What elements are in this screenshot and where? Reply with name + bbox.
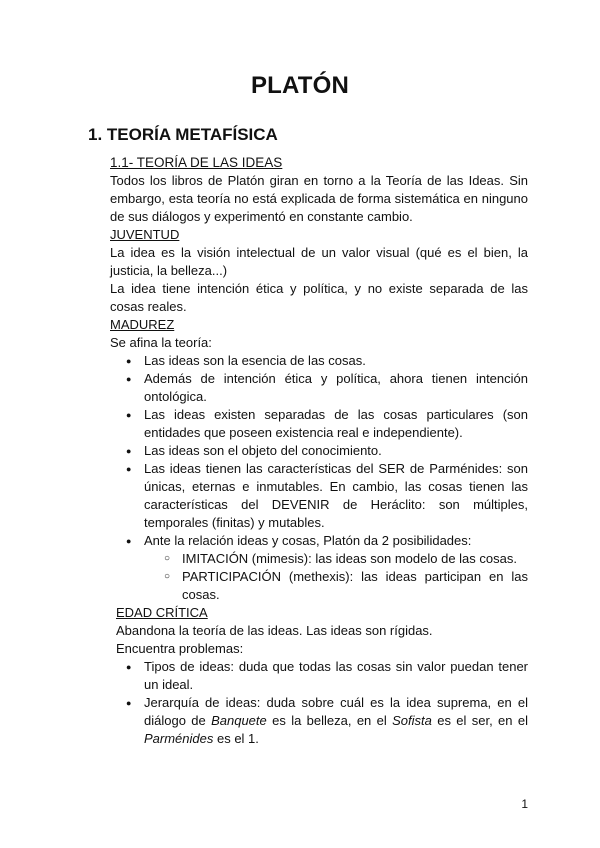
- document-body: [110, 154, 528, 748]
- page-title: PLATÓN: [250, 72, 350, 99]
- edad-critica-section: [116, 604, 528, 748]
- list-item: ● Las ideas existen separadas de las cosas particulares (son entidades que poseen existencia real e independiente).: [144, 406, 528, 442]
- list-item: [144, 694, 528, 748]
- list-item: ● Además de intención ética y política, ahora tienen intención ontológica.: [144, 370, 528, 406]
- intro-paragraph: Todos los libros de Platón giran en torno a la Teoría de las Ideas. Sin embargo, esta teoría no está explicada de forma sistemática en ninguno de sus diálogos y experimentó en constante cambio.: [110, 173, 528, 224]
- text-span: Jerarquía de ideas: duda sobre cuál es la idea suprema, en el diálogo de: [144, 695, 528, 728]
- list-item: ● Tipos de ideas: duda que todas las cosas sin valor puedan tener un ideal.: [144, 658, 528, 694]
- text-span: es el 1.: [213, 731, 259, 746]
- madurez-intro: Se afina la teoría:: [110, 335, 212, 350]
- madurez-heading: MADUREZ: [110, 317, 175, 332]
- juventud-heading: JUVENTUD: [110, 227, 180, 242]
- juventud-paragraph-2: La idea tiene intención ética y política, y no existe separada de las cosas reales.: [110, 281, 528, 314]
- list-item: ● Las ideas son la esencia de las cosas.: [144, 352, 528, 370]
- page-number: 1: [521, 797, 528, 811]
- text-span: es la belleza, en el: [266, 713, 393, 728]
- juventud-paragraph-1: La idea es la visión intelectual de un valor visual (qué es el bien, la justicia, la belleza...): [110, 245, 528, 278]
- edad-critica-bullet-list: [116, 658, 528, 748]
- italic-title: Banquete: [211, 713, 267, 728]
- edad-critica-paragraph-2: Encuentra problemas:: [116, 641, 244, 656]
- list-item: ● Las ideas son el objeto del conocimiento.: [144, 442, 528, 460]
- list-item: ● Las ideas tienen las características del SER de Parménides: son únicas, eternas e inmutables. En cambio, las cosas tienen las características del DEVENIR de Heráclito: son múltiples, temporales (finitas) y mutables.: [144, 460, 528, 532]
- edad-critica-heading: EDAD CRÍTICA: [116, 605, 208, 620]
- italic-title: Sofista: [392, 713, 432, 728]
- text-span: es el ser, en el: [431, 713, 528, 728]
- sub-list-item: ○ PARTICIPACIÓN (methexis): las ideas participan en las cosas.: [182, 568, 528, 604]
- list-item-text: Ante la relación ideas y cosas, Platón da 2 posibilidades:: [144, 533, 472, 548]
- section-heading: 1. TEORÍA METAFÍSICA: [88, 125, 278, 144]
- italic-title: Parménides: [144, 731, 214, 746]
- subsection-heading: 1.1- TEORÍA DE LAS IDEAS: [110, 155, 283, 170]
- madurez-bullet-list: [110, 352, 528, 604]
- edad-critica-paragraph-1: Abandona la teoría de las ideas. Las ideas son rígidas.: [116, 623, 433, 638]
- sub-list-item: ○ IMITACIÓN (mimesis): las ideas son modelo de las cosas.: [182, 550, 528, 568]
- sub-bullet-list: [144, 550, 528, 604]
- list-item: [144, 532, 528, 604]
